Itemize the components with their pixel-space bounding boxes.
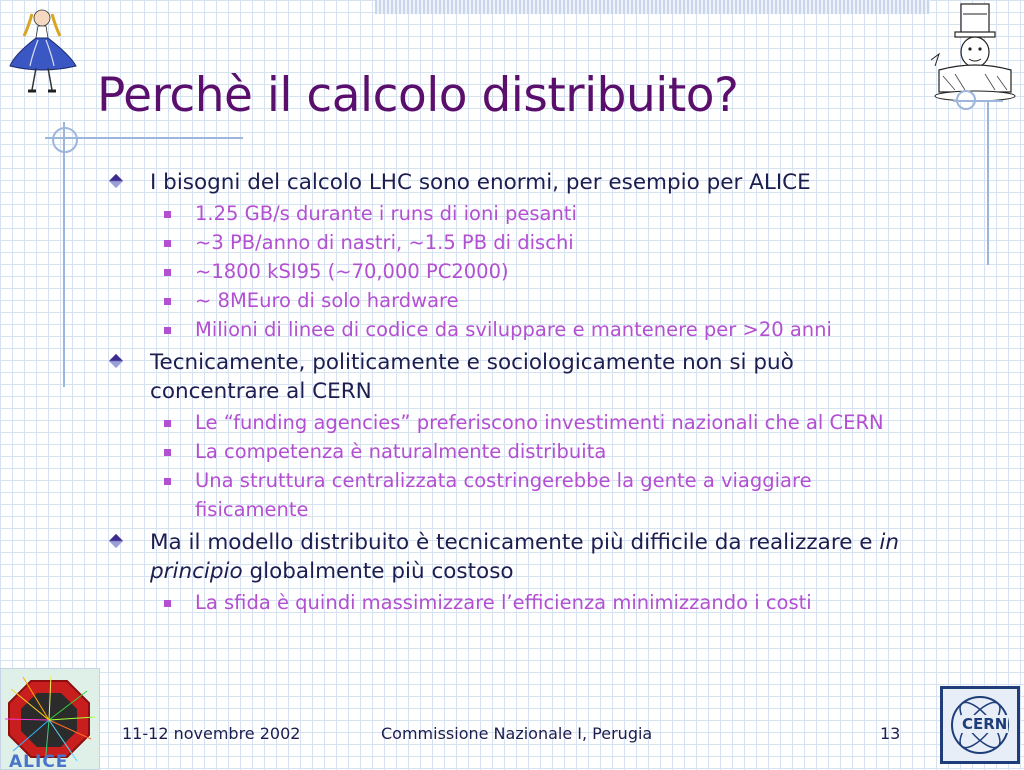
- diamond-bullet-icon: [109, 534, 123, 548]
- sub-bullet-text: 1.25 GB/s durante i runs di ioni pesanti: [195, 202, 577, 225]
- bullet-3: [104, 528, 950, 586]
- slide-content: [104, 168, 964, 617]
- bullet-2-text: Tecnicamente, politicamente e sociologicamente non si può concentrare al CERN: [150, 350, 794, 404]
- alice-logo: [0, 668, 100, 770]
- footer-event: Commissione Nazionale I, Perugia: [381, 724, 653, 743]
- square-bullet-icon: [164, 600, 171, 607]
- sub-bullet: [104, 408, 915, 437]
- sub-bullet: [104, 466, 915, 524]
- square-bullet-icon: [164, 269, 171, 276]
- sub-bullet-text: ~3 PB/anno di nastri, ~1.5 PB di dischi: [195, 231, 574, 254]
- accent-circle-left: [52, 127, 78, 153]
- sub-bullet-text: Le “funding agencies” preferiscono investimenti nazionali che al CERN: [195, 411, 884, 434]
- footer-date: 11-12 novembre 2002: [122, 724, 301, 743]
- sub-bullet: [104, 286, 964, 315]
- sub-bullet: [104, 315, 964, 344]
- sub-bullet: [104, 257, 964, 286]
- cern-logo: [940, 686, 1020, 764]
- sub-bullet-text: ~1800 kSI95 (~70,000 PC2000): [195, 260, 509, 283]
- square-bullet-icon: [164, 211, 171, 218]
- top-decoration-band: [375, 0, 930, 14]
- bullet-3-text-end: globalmente più costoso: [249, 559, 514, 584]
- alice-illustration: [2, 0, 84, 100]
- mad-hatter-illustration: [925, 0, 1023, 104]
- sub-bullet: [104, 199, 964, 228]
- diamond-bullet-icon: [109, 354, 123, 368]
- cern-logo-text: CERN: [962, 715, 1008, 733]
- bullet-1-text: I bisogni del calcolo LHC sono enormi, per esempio per ALICE: [150, 170, 811, 195]
- square-bullet-icon: [164, 449, 171, 456]
- sub-bullet: [104, 437, 964, 466]
- sub-bullet-text: Una struttura centralizzata costringerebbe la gente a viaggiare fisicamente: [195, 469, 812, 521]
- slide-title: Perchè il calcolo distribuito?: [97, 68, 739, 123]
- square-bullet-icon: [164, 298, 171, 305]
- square-bullet-icon: [164, 327, 171, 334]
- sub-bullet-text: La sfida è quindi massimizzare l’efficienza minimizzando i costi: [195, 591, 812, 614]
- bullet-3-text-start: Ma il modello distribuito è tecnicamente più difficile da realizzare e: [150, 530, 873, 555]
- footer-page-number: 13: [880, 724, 901, 743]
- bullet-3-text-italic: in principio: [150, 530, 899, 584]
- diamond-bullet-icon: [109, 174, 123, 188]
- sub-bullet-text: ~ 8MEuro di solo hardware: [195, 289, 459, 312]
- sub-bullet: [104, 588, 964, 617]
- left-vertical-accent-line: [63, 122, 65, 387]
- square-bullet-icon: [164, 240, 171, 247]
- sub-bullet-text: La competenza è naturalmente distribuita: [195, 440, 607, 463]
- bullet-2: [104, 348, 910, 406]
- square-bullet-icon: [164, 420, 171, 427]
- sub-bullet-text: Milioni di linee di codice da sviluppare e mantenere per >20 anni: [195, 318, 832, 341]
- sub-bullet: [104, 228, 964, 257]
- alice-logo-text: ALICE: [9, 752, 69, 770]
- square-bullet-icon: [164, 478, 171, 485]
- bullet-3-text: [150, 530, 899, 584]
- right-vertical-accent-line: [987, 100, 989, 265]
- accent-circle-right: [956, 90, 976, 110]
- bullet-1: [104, 168, 964, 197]
